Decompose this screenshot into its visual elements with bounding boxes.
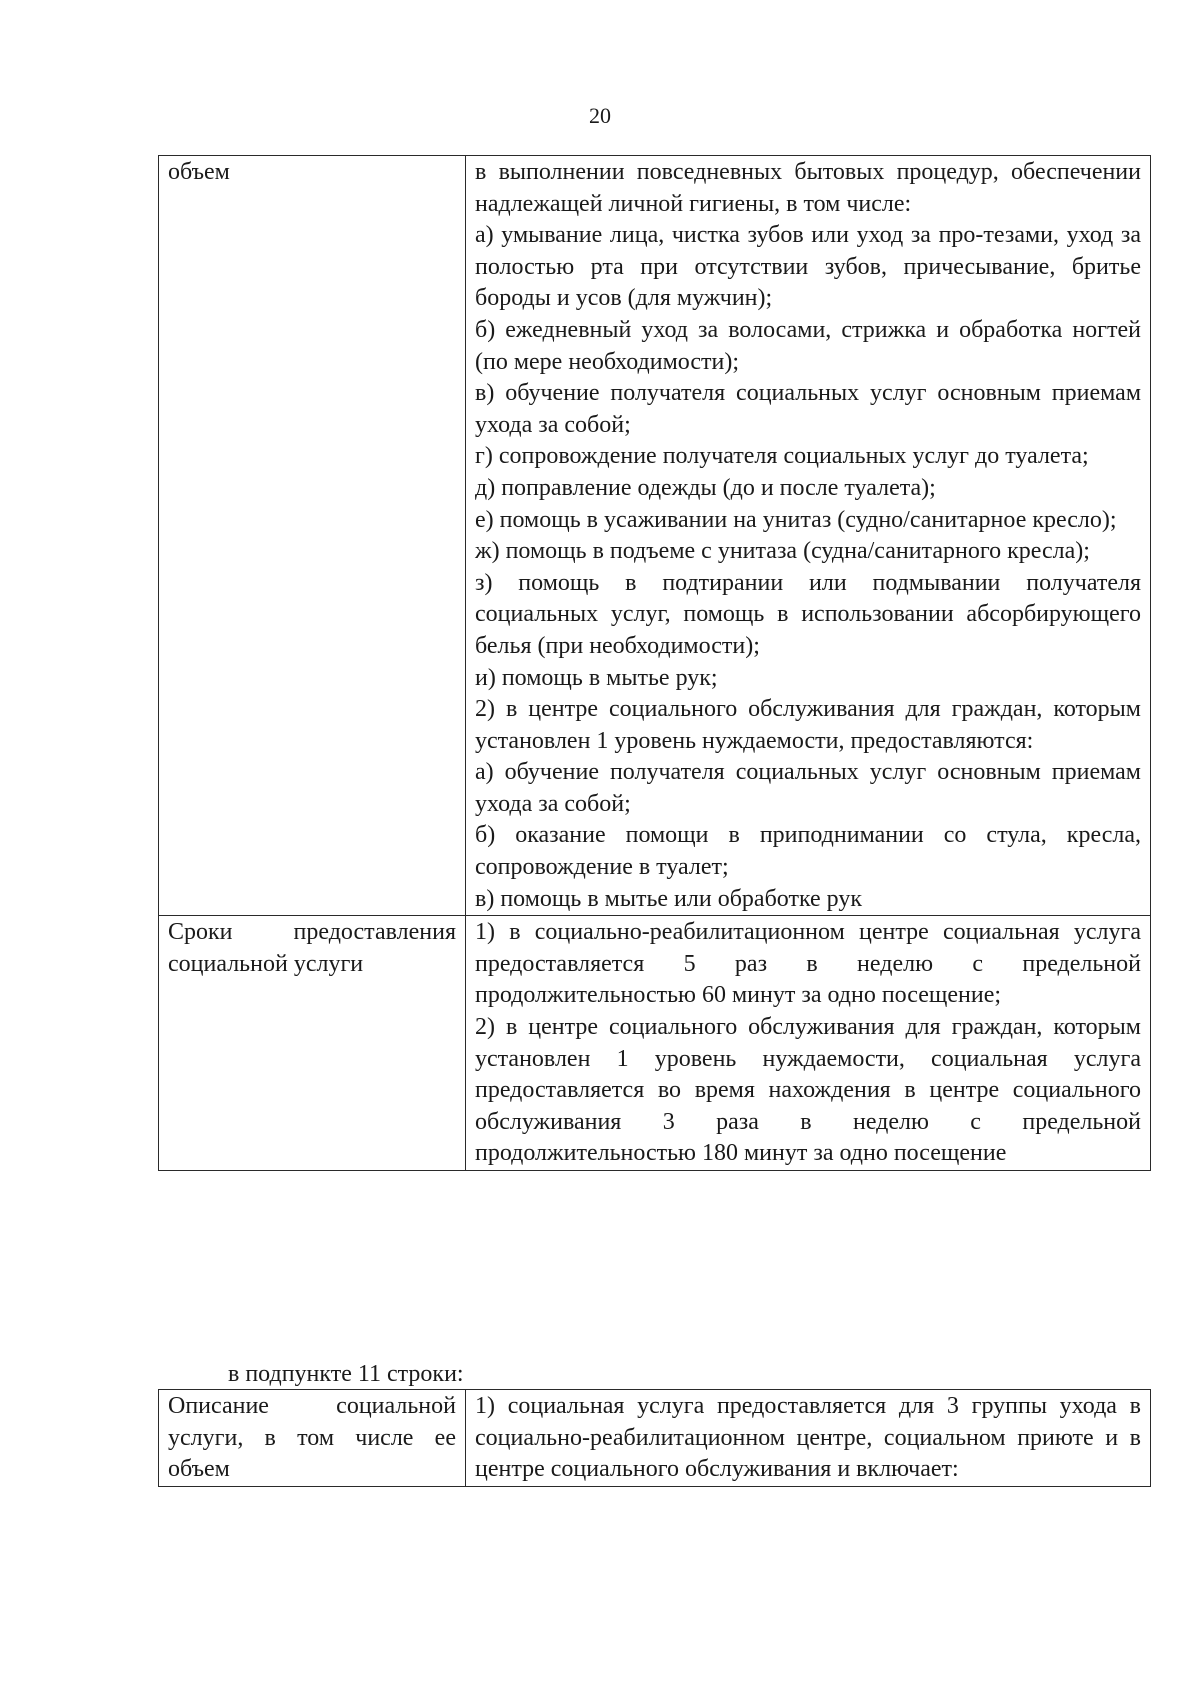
document-table-11 [158, 1389, 1151, 1487]
subheading: в подпункте 11 строки: [228, 1361, 464, 1387]
paragraph: 1) социальная услуга предоставляется для 3 группы ухода в социально-реабилитационном центре, социальном приюте и в центре социального обслуживания и включает: [475, 1393, 1141, 1483]
paragraph: б) оказание помощи в приподнимании со стула, кресла, сопровождение в туалет; [475, 822, 1141, 881]
table-row [159, 916, 1151, 1171]
paragraph: а) умывание лица, чистка зубов или уход за про-тезами, уход за полостью рта при отсутствии зубов, причесывание, бритье бороды и усов (для мужчин); [475, 222, 1141, 312]
row-label-terms: Сроки предоставления социальной услуги [159, 916, 466, 1171]
paragraph: и) помощь в мытье рук; [475, 664, 718, 691]
paragraph: г) сопровождение получателя социальных услуг до туалета; [475, 443, 1089, 470]
paragraph: а) обучение получателя социальных услуг основным приемам ухода за собой; [475, 759, 1141, 817]
table-row [159, 1390, 1151, 1487]
paragraph: в) помощь в мытье или обработке рук [475, 885, 863, 912]
table-row [159, 156, 1151, 916]
paragraph: 2) в центре социального обслуживания для граждан, которым установлен 1 уровень нуждаемости, социальная услуга предоставляется во время нахождения в центре социального обслуживания 3 раза в неделю с предельной продолжительностью 180 минут за одно посещение [475, 1014, 1141, 1167]
row-label-description: Описание социальной услуги, в том числе ее объем [159, 1390, 466, 1487]
row-content-volume [466, 156, 1151, 916]
paragraph: е) помощь в усаживании на унитаз (судно/санитарное кресло); [475, 506, 1117, 533]
paragraph: в выполнении повседневных бытовых процедур, обеспечении надлежащей личной гигиены, в том числе: [475, 159, 1141, 217]
paragraph: ж) помощь в подъеме с унитаза (судна/санитарного кресла); [475, 538, 1090, 565]
paragraph: з) помощь в подтирании или подмывании получателя социальных услуг, помощь в использовании абсорбирующего белья (при необходимости); [475, 569, 1141, 659]
row-content-terms [466, 916, 1151, 1171]
document-table [158, 155, 1151, 1171]
paragraph: 2) в центре социального обслуживания для граждан, которым установлен 1 уровень нуждаемости, предоставляются: [475, 696, 1141, 754]
paragraph: д) поправление одежды (до и после туалета); [475, 474, 936, 501]
row-label-volume: объем [159, 156, 466, 916]
paragraph: 1) в социально-реабилитационном центре социальная услуга предоставляется 5 раз в неделю с предельной продолжительностью 60 минут за одно посещение; [475, 919, 1141, 1009]
paragraph: в) обучение получателя социальных услуг основным приемам ухода за собой; [475, 380, 1141, 438]
row-content-description [466, 1390, 1151, 1487]
paragraph: б) ежедневный уход за волосами, стрижка и обработка ногтей (по мере необходимости); [475, 316, 1141, 375]
page-number: 20 [589, 103, 611, 128]
